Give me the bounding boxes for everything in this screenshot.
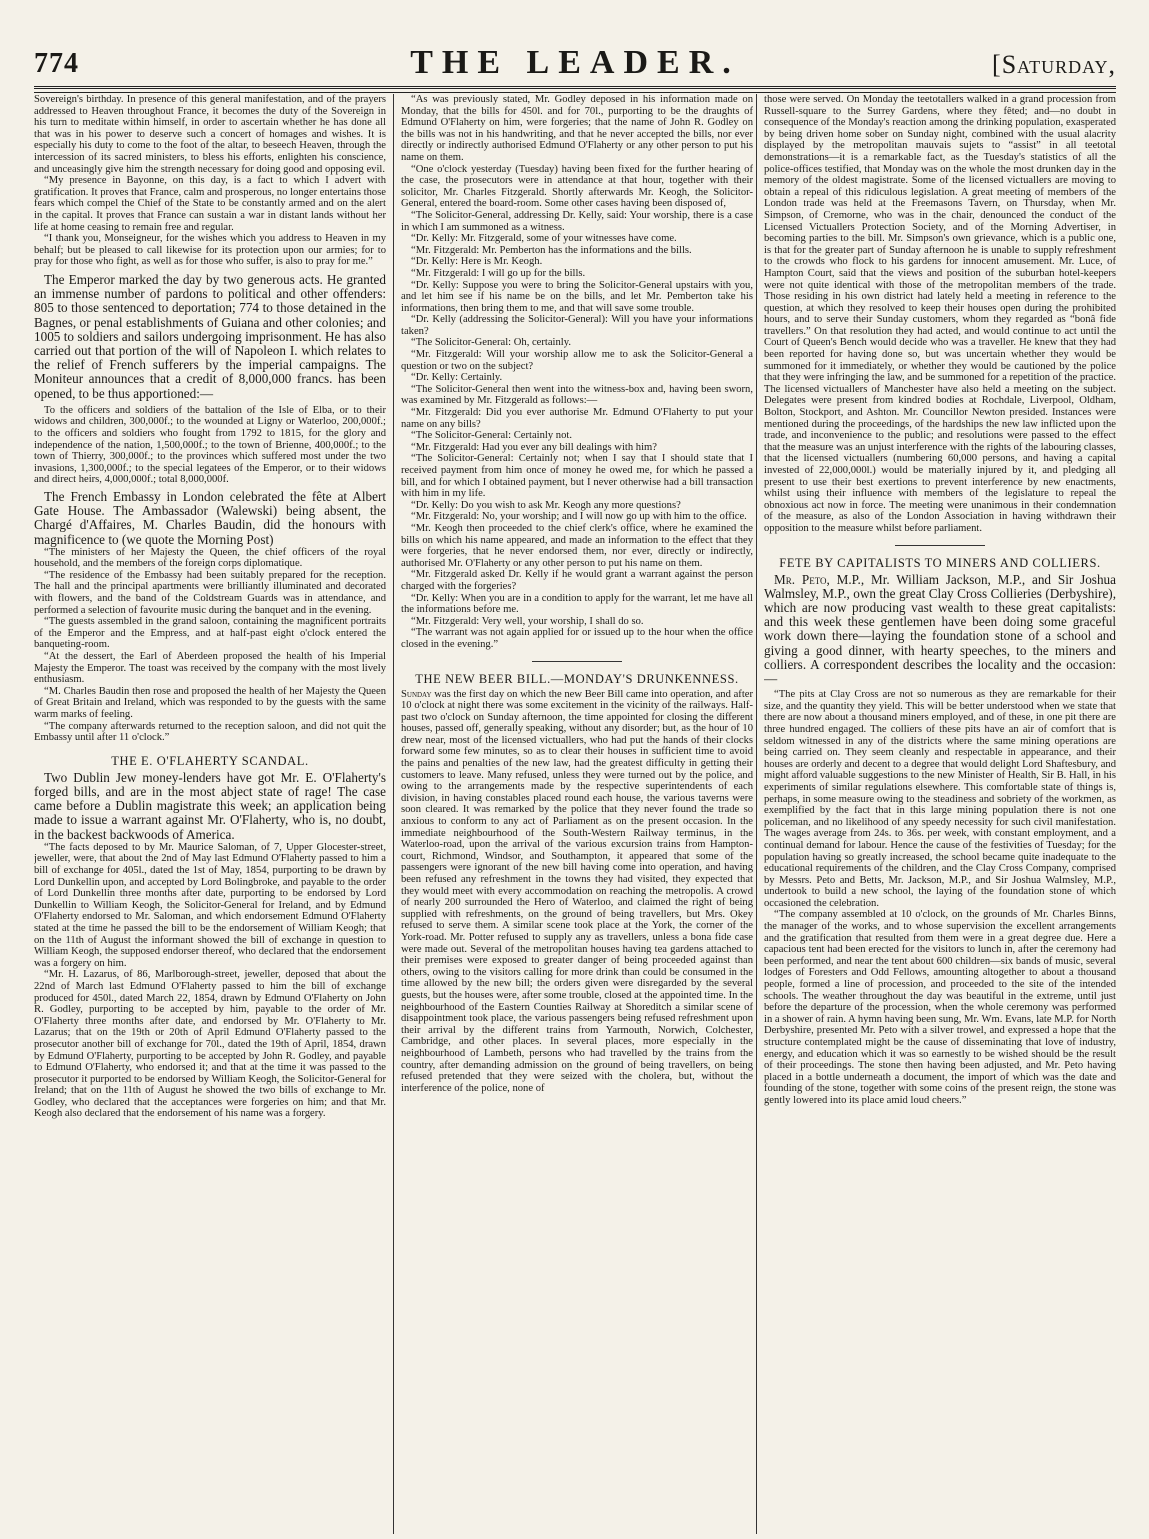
quoted-paragraph: “Mr. Keogh then proceeded to the chief clerk's office, where he examined the bills on which his name appeared, and made an information to the effect that they were forgeries, that he never endorsed them, nor ever, directly or indirectly, authorised Mr. O'Flaherty or any other person to put his name on them. xyxy=(401,522,753,569)
quoted-paragraph: “At the dessert, the Earl of Aberdeen proposed the health of his Imperial Majesty the Emperor. The toast was received by the company with the most lively enthusiasm. xyxy=(34,651,386,686)
article-heading: THE E. O'FLAHERTY SCANDAL. xyxy=(111,753,309,768)
column-divider xyxy=(393,94,394,1534)
quoted-paragraph: “Dr. Kelly: When you are in a condition to apply for the warrant, let me have all the informations before me. xyxy=(401,592,753,616)
quoted-paragraph: “Dr. Kelly (addressing the Solicitor-General): Will you have your informations taken? xyxy=(401,314,753,337)
masthead-rule xyxy=(34,86,1116,93)
column-3 xyxy=(764,94,1116,1534)
section-rule xyxy=(895,545,985,546)
article-paragraph: “I thank you, Monseigneur, for the wishes which you address to Heaven in my behalf; but be pleased to call likewise for its protection upon our armies; for to pray for those who fight, as well as for those who suffer, is also to pray for me.” xyxy=(34,233,386,268)
article-paragraph: “My presence in Bayonne, on this day, is a fact to which I advert with gratification. It proves that France, calm and prosperous, no longer entertains those fears which compel the Chief of the State to be constantly armed and on the alert in the capital. It proves that France can sustain a war in distant lands without her life at home ceasing to remain free and regular. xyxy=(34,175,386,233)
quoted-paragraph: “Dr. Kelly: Mr. Fitzgerald, some of your witnesses have come. xyxy=(411,233,677,245)
article-heading: FETE BY CAPITALISTS TO MINERS AND COLLIERS. xyxy=(779,555,1101,570)
quoted-paragraph: “Dr. Kelly: Here is Mr. Keogh. xyxy=(411,256,543,268)
article-paragraph: Two Dublin Jew money-lenders have got Mr. E. O'Flaherty's forged bills, and are in the most abject state of rage! The case came before a Dublin magistrate this week; an application being made to issue a warrant against Mr. O'Flaherty, who is, no doubt, in the backest backwoods of America. xyxy=(34,769,386,842)
quoted-paragraph: “The residence of the Embassy had been suitably prepared for the reception. The hall and the principal apartments were brilliantly illuminated and decorated with flowers, and the band of the Coldstream Guards was in attendance, and performed a selection of favourite music during the banquet and in the evening. xyxy=(34,569,386,616)
article-heading: THE NEW BEER BILL.—MONDAY'S DRUNKENNESS. xyxy=(415,671,739,686)
quoted-paragraph: “One o'clock yesterday (Tuesday) having been fixed for the further hearing of the case, the prosecutors were in attendance at that hour, together with their solicitor, Mr. Charles Fitzgerald. Shortly afterwards Mr. Keogh, the Solicitor-General, entered the board-room. Some other cases having been disposed of, xyxy=(401,163,753,210)
quoted-paragraph: “The guests assembled in the grand saloon, containing the magnificent portraits of the Emperor and the Empress, and at half-past eight o'clock entered the banqueting-room. xyxy=(34,616,386,651)
column-divider xyxy=(756,94,757,1534)
quoted-paragraph: “The company assembled at 10 o'clock, on the grounds of Mr. Charles Binns, the manager of the works, and to whose supervision the excellent arrangements and the gratification that resulted from them were in a great degree due. Here a capacious tent had been erected for the visitors to lunch in, after the ceremony had been performed, and near the tent about 600 children—six bands of music, several lodges of Foresters and Odd Fellows, amounting altogether to about a thousand people, formed a line of procession, and proceeded to the site of the intended schools. The weather throughout the day was beautiful in the extreme, until just before the departure of the procession, when the whole ceremony was performed in a shower of rain. A hymn having been sung, Mr. Wm. Evans, late M.P. for North Derbyshire, presented Mr. Peto with a silver trowel, and expressed a hope that the structure contemplated might be the cause of disseminating that love of industry, energy, and education which it was so earnestly to be wished should be the result of their proceedings. The stone then having been adjusted, and Mr. Peto having placed in a bottle underneath a document, the import of which was the date and founding of the stone, together with some coins of the present reign, the stone was gently lowered into its place amid loud cheers.” xyxy=(764,909,1116,1106)
quoted-paragraph: “Mr. Fitzgerald: Mr. Pemberton has the informations and the bills. xyxy=(411,244,692,256)
paragraph-body: was the first day on which the new Beer Bill came into operation, and after 10 o'clock at night there was some excitement in the vicinity of the railways. Half-past two o'clock on Sunday afternoon, the time appointed for closing the different houses, passed off, generally speaking, without any disorder; but, as the hour of 10 drew near, most of the licensed victuallers, who had put the hands of their clocks forward some few minutes, so as to clear their houses in sufficient time to avoid the pains and penalties of the new law, had the greatest difficulty in getting their customers to leave. Many refused, unless they were turned out by the police, and owing to the arrangements made by the respective superintendents of each division, in having constables placed round each house, the various taverns were soon cleared. It was remarked by the police that they never found the trade so anxious to conform to any act of Parliament as on the present occasion. In the immediate neighbourhood of the South-Western Railway terminus, in the Waterloo-road, upon the arrival of the various excursion trains from Hampton-court, Richmond, Windsor, and Southampton, it appeared that some of the passengers were ignorant of the new bill having come into operation, and having been refused any refreshment in the towns they had visited, they expected that they would meet with every accommodation on reaching the metropolis. A crowd of nearly 200 surrounded the Hero of Waterloo, and claimed the right of being supplied with refreshments, on the ground of being travellers, but Mrs. Okey refused to serve them. A similar scene took place at the York, the corner of the York-road. Mr. Potter refused to supply any as travellers, unless a bona fide case were made out. Several of the metropolitan houses having tea gardens attached to their premises were exposed to greater danger of being proceeded against than others, owing to the visitors calling for more drink than could be consumed in the time allowed by the new bill; the orders given were disregarded by the several guests, but the houses were, after some trouble, closed at the appointed time. In the neighbourhood of the Eastern Counties Railway at Shoreditch a similar scene of disappointment took place, the various passengers being refused refreshment upon their arrival by the different trains from Yarmouth, Norwich, Colchester, Cambridge, and other places. In several places, more especially in the neighbourhood of Lambeth, persons who had travelled by the trains from the country, after demanding admission on the ground of being travellers, on being refused pretended that they were seized with the cholera, but, without the interference of the police, none of xyxy=(401,688,753,1094)
quoted-paragraph: “Dr. Kelly: Certainly. xyxy=(411,372,503,384)
quoted-paragraph: “M. Charles Baudin then rose and proposed the health of her Majesty the Queen of Great Britain and Ireland, which was responded to by the guests with the same warm marks of feeling. xyxy=(34,685,386,721)
quoted-paragraph: “The facts deposed to by Mr. Maurice Saloman, of 7, Upper Glocester-street, jeweller, were, that about the 2nd of May last Edmund O'Flaherty passed to him a bill of exchange for 405l., dated the 1st of May, 1854, purporting to be drawn by Lord Dunkellin upon, and accepted by Lord Bolingbroke, and payable to the order of Lord Dunkellin three months after date, purporting to be endorsed by Lord Dunkellin to William Keogh, the Solicitor-General for Ireland, and by Edmund O'Flaherty endorsed to Mr. Saloman, and which endorsement Edmund O'Flaherty stated at the time he passed the bill to be the endorsement of William Keogh; that on the 11th of August the informant showed the bill of exchange in question to William Keogh, the supposed endorser thereof, who declared that the endorsement was a forgery on him. xyxy=(34,841,386,969)
lead-word: Mr. Peto, xyxy=(774,571,830,587)
paragraph-body: M.P., Mr. William Jackson, M.P., and Sir Joshua Walmsley, M.P., own the great Clay Cross Collieries (Derbyshire), which are now producing vast wealth to these great capitalists: and this week these gentlemen have been doing some graceful work down there—laying the foundation stone of a school and giving a good dinner, with hearty speeches, to the miners and colliers. A correspondent describes the locality and the occasion:— xyxy=(764,571,1116,686)
quoted-paragraph: “Mr. Fitzgerald: Did you ever authorise Mr. Edmund O'Flaherty to put your name on any bills? xyxy=(401,407,753,430)
article-paragraph: The Emperor marked the day by two generous acts. He granted an immense number of pardons to political and other offenders: 805 to those sentenced to deportation; 774 to those detained in the Bagnes, or penal establishments of Guiana and other colonies; and 1005 to soldiers and sailors undergoing imprisonment. He has also carried out that portion of the will of Napoleon I. which relates to the relief of French sufferers by the imperial campaigns. The Moniteur announces that a credit of 8,000,000 francs. has been opened, to be thus apportioned:— xyxy=(34,271,386,401)
quoted-paragraph: “The pits at Clay Cross are not so numerous as they are remarkable for their size, and the quantity they yield. This will be better understood when we state that there are now about a thousand miners employed, and of these, in one pit there are three hundred engaged. The colliers of these pits have an air of comfort that is seldom witnessed in any of the districts where the same mining operations are being carried on. They seem cleanly and respectable in appearance, and their houses are orderly and decent to a degree that would delight Lord Shaftesbury, and might afford valuable suggestions to the new Minister of Health, Sir B. Hall, in his experiments of similar regulations elsewhere. This comfortable state of things is, perhaps, in some measure owing to the steadiness and sobriety of the workmen, as exemplified by the fact that in this large mining population there is not one policeman, and no likelihood of any speedy necessity for such civil manifestation. The wages average from 24s. to 36s. per week, with constant employment, and a continual demand for labour. Hence the cause of the festivities of Tuesday; for the population having so greatly increased, the school became quite inadequate to the educational requirements of the children, and the Clay Cross Company, comprised by Messrs. Peto and Betts, Mr. Jackson, M.P., and Sir Joshua Walmsley, M.P., undertook to build a new school, the laying of the foundation stone of which occasioned the celebration. xyxy=(764,689,1116,909)
newspaper-title: THE LEADER. xyxy=(410,44,740,81)
quoted-paragraph: “The warrant was not again applied for or issued up to the hour when the office closed in the evening.” xyxy=(401,627,753,650)
section-rule xyxy=(532,661,622,662)
quoted-paragraph: “The company afterwards returned to the reception saloon, and did not quit the Embassy until after 11 o'clock.” xyxy=(34,720,386,744)
column-2 xyxy=(401,94,753,1534)
quoted-paragraph: “Mr. Fitzgerald: Had you ever any bill dealings with him? xyxy=(411,441,657,453)
article-paragraph: To the officers and soldiers of the battalion of the Isle of Elba, or to their widows and children, 300,000f.; to the wounded at Ligny or Waterloo, 200,000f.; to the officers and soldiers who fought from 1792 to 1815, for the glory and independence of the nation, 1,500,000f.; to the town of Brienne, 400,000f.; to the town of Thierry, 300,000f.; to the provinces which suffered most under the two invasions, 1,300,000f.; to the special legatees of the Emperor, or to their widows and direct heirs, 4,000,000f.; total 8,000,000f. xyxy=(34,404,386,486)
article-paragraph: Sovereign's birthday. In presence of this general manifestation, and of the prayers addressed to Heaven throughout France, it becomes the duty of the Sovereign in his turn to meditate within himself, in order to ascertain whether he has done all that was in his power to deserve such a concert of homages and wishes. It is especially his duty to come to the foot of the altar, to beseech Heaven, through the intercession of its sacred ministers, to bless his efforts, enlighten his conscience, and unceasingly give him the strength necessary for doing good and opposing evil. xyxy=(34,94,386,175)
article-paragraph: The French Embassy in London celebrated the fête at Albert Gate House. The Ambassador (Walewski) being absent, the Chargé d'Affaires, M. Charles Baudin, did the honours with magnificence to (we quote the Morning Post) xyxy=(34,488,386,547)
quoted-paragraph: “The Solicitor-General, addressing Dr. Kelly, said: Your worship, there is a case in which I am summoned as a witness. xyxy=(401,209,753,233)
quoted-paragraph: “The Solicitor-General then went into the witness-box and, having been sworn, was examined by Mr. Fitzgerald as follows:— xyxy=(401,383,753,407)
quoted-paragraph: “Dr. Kelly: Do you wish to ask Mr. Keogh any more questions? xyxy=(411,499,681,511)
article-paragraph xyxy=(401,689,753,1095)
quoted-paragraph: “The ministers of her Majesty the Queen, the chief officers of the royal household, and the members of the foreign corps diplomatique. xyxy=(34,546,386,570)
article-paragraph: those were served. On Monday the teetotallers walked in a grand procession from Russell-square to the Surrey Gardens, where they fêted; and—no doubt in consequence of the Monday's reaction among the drinking population, exasperated by being driven home sober on Sunday night, combined with the usual alacrity displayed by the metropolitan mauvais sujets to “assist” in all teetotal demonstrations—it is a remarkable fact, as the Tuesday's statistics of all the police-offices testified, that Monday was on the whole the most drunken day in the memory of the oldest magistrate. Some of the licensed victuallers are moving to obtain a repeal of this ridiculous legislation. A great meeting of members of the London trade was held at the Freemasons Tavern, on Thursday, when Mr. Simpson, of Cremorne, who was in the chair, denounced the conduct of the Licensed Victuallers Protection Society, and of the Morning Advertiser, in becoming parties to the bill. Mr. Simpson's own grievance, which is a public one, is that for the greater part of Sunday afternoon he is unable to supply refreshment to the crowds who flock to his gardens for innocent amusement. Mr. Luce, of Hampton Court, said that the views and position of the suburban hotel-keepers were not quite identical with those of the metropolitan members of the trade. Those residing in his own district had lately held a meeting in reference to the question, at which they resolved to keep their houses open during the prohibited hours, and to serve their Sunday customers, whom they regarded as “bonâ fide travellers.” On that resolution they had acted, and would continue to act until the Court of Queen's Bench would decide who was a traveller. He knew that they had been reported for having done so, but was uncertain whether they would be summoned for it immediately, or whether they would be cautioned by the police that they were infringing the law, and be summoned for a repetition of the practice. The licensed victuallers of Manchester have also held a meeting on the subject. Delegates were present from kindred bodies at Rochdale, Liverpool, Oldham, Bolton, Stockport, and Ashton. Mr. Councillor Newton presided. Instances were mentioned during the proceedings, of the hardships the new law inflicted upon the trade, and inconvenience to the public; and resolutions were passed to the effect that the measure was an unjust interference with the rights of the labouring classes, that the licensed victuallers (numbering 60,000 persons, and having a capital invested of 22,000,000l.) would be materially injured by it, and pledging all present to use their best exertions to prevent interference by new enactments, whilst using their influence with members of the legislature to repeal the obnoxious act now in force. The meeting were unanimous in their condemnation of the measure, as also of the London Association in having withdrawn their opposition to the measure whilst before parliament. xyxy=(764,94,1116,534)
quoted-paragraph: “Mr. Fitzgerald: No, your worship; and I will now go up with him to the office. xyxy=(411,511,747,523)
quoted-paragraph: “Mr. Fitzgerald: Very well, your worship, I shall do so. xyxy=(411,615,644,627)
quoted-paragraph: “As was previously stated, Mr. Godley deposed in his information made on Monday, that the bills for 450l. and for 70l., purporting to be the draughts of Edmund O'Flaherty on him, were forgeries; that the name of John R. Godley on the bills was not in his handwriting, and that he never accepted the bills, nor ever directly or indirectly authorised Edmund O'Flaherty or any other person to put his name on them. xyxy=(401,94,753,163)
page-number: 774 xyxy=(34,48,79,79)
quoted-paragraph: “Mr. Fitzgerald asked Dr. Kelly if he would grant a warrant against the person charged with the forgeries? xyxy=(401,569,753,592)
quoted-paragraph: “Mr. Fitzgerald: I will go up for the bills. xyxy=(411,267,586,279)
quoted-paragraph: “Mr. H. Lazarus, of 86, Marlborough-street, jeweller, deposed that about the 22nd of March last Edmund O'Flaherty passed to him the bill of exchange produced for 450l., dated March 22, 1854, drawn by Edmund O'Flaherty on John R. Godley, purporting to be accepted by him, payable to the order of Mr. O'Flaherty three months after date, and endorsed by Mr. O'Flaherty to Mr. Lazarus; that on the 19th or 20th of April Edmund O'Flaherty passed to the prosecutor another bill of exchange for 70l., dated the 19th of April, 1854, drawn by Edmund O'Flaherty, purporting to be accepted by John R. Godley, and payable to Edmund O'Flaherty, who endorsed it; and that at the time it was passed to the prosecutor it purported to be endorsed by William Keogh, the Solicitor-General for Ireland; that on the 11th of August he showed the two bills of exchange to Mr. Godley, who declared that the acceptances were forgeries on him; and that Mr. Keogh also declared that the endorsement of his name was a forgery. xyxy=(34,969,386,1120)
quoted-paragraph: “Mr. Fitzgerald: Will your worship allow me to ask the Solicitor-General a question or two on the subject? xyxy=(401,349,753,372)
quoted-paragraph: “The Solicitor-General: Certainly not; when I say that I should state that I received payment from him once of money he owed me, for which he passed a bill, and for which I obtained payment, but I never otherwise had a bill transaction with him in my life. xyxy=(401,453,753,500)
quoted-paragraph: “The Solicitor-General: Certainly not. xyxy=(411,430,572,442)
issue-day: [Saturday, xyxy=(992,50,1116,79)
lead-word: Sunday xyxy=(401,688,432,700)
quoted-paragraph: “The Solicitor-General: Oh, certainly. xyxy=(411,337,572,349)
article-paragraph xyxy=(764,573,1116,687)
quoted-paragraph: “Dr. Kelly: Suppose you were to bring the Solicitor-General upstairs with you, and let him see if his name be on the bills, and let Mr. Pemberton take his informations, then bring them to me, and that will save some trouble. xyxy=(401,279,753,314)
column-1 xyxy=(34,94,386,1534)
